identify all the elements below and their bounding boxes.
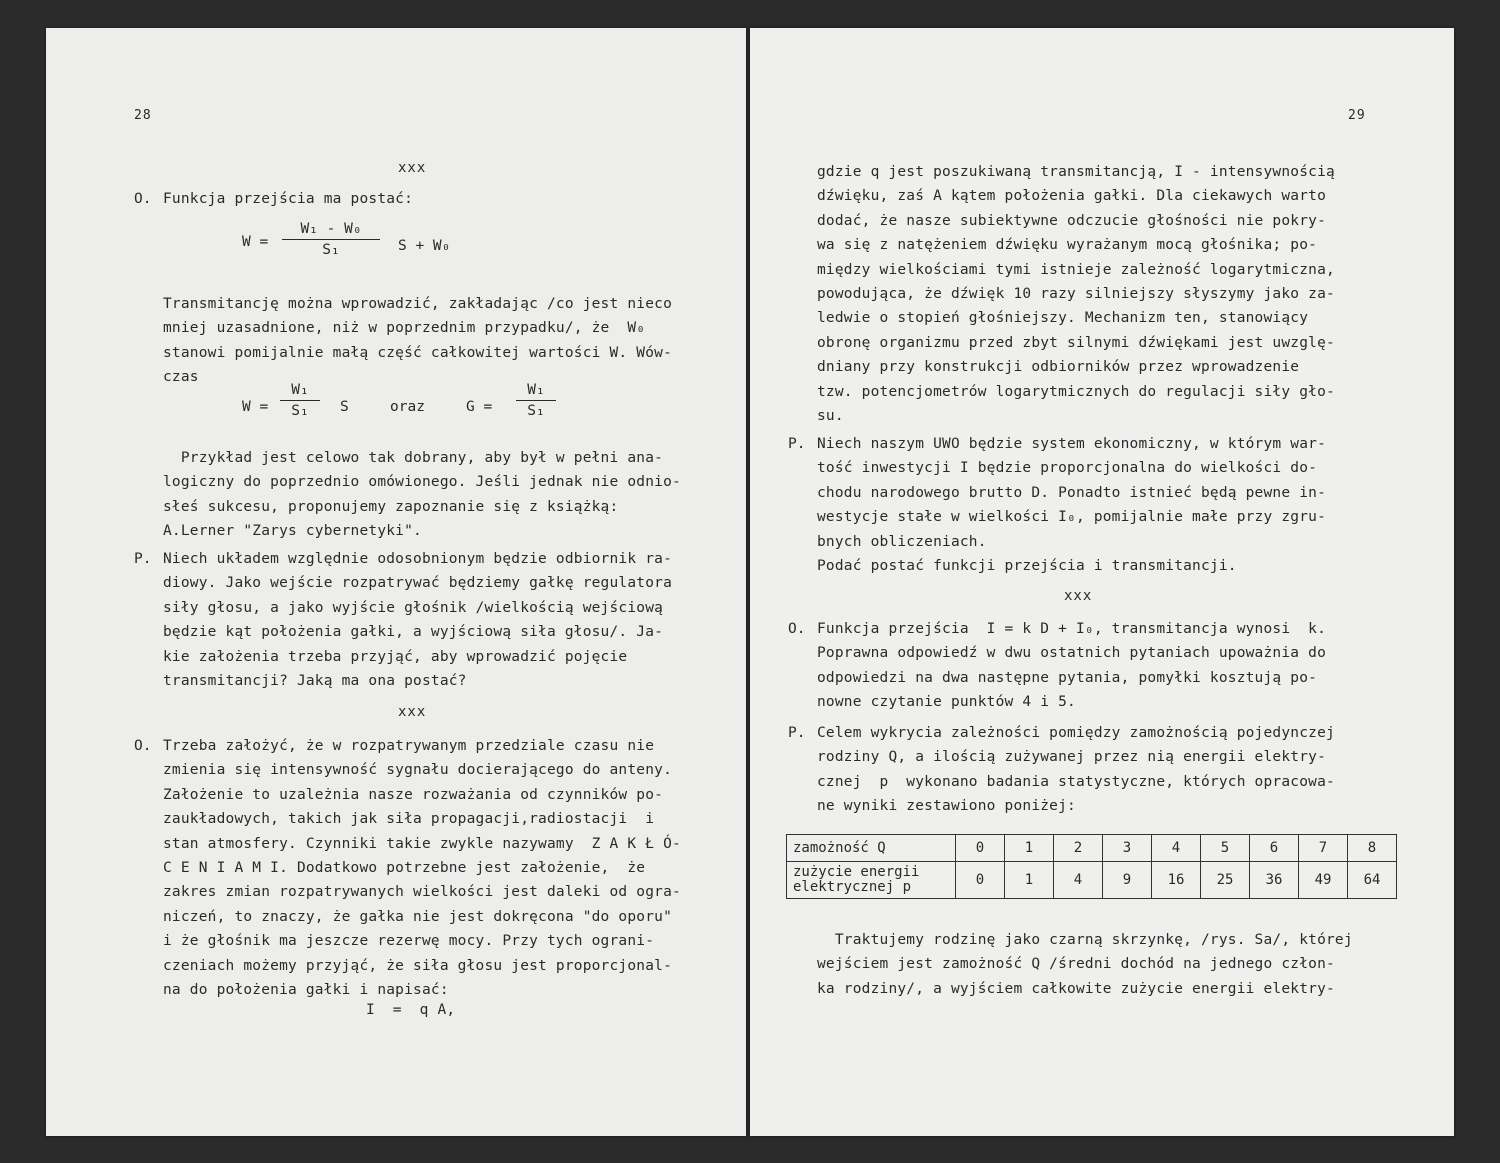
table-cell: 5: [1201, 835, 1250, 862]
formula-fraction: [282, 221, 380, 258]
right-page: [750, 28, 1454, 1136]
fraction-denominator: S₁: [527, 403, 545, 419]
formula-term: S: [340, 399, 349, 415]
formula-equation: I = q A,: [366, 1002, 456, 1018]
table-cell: 3: [1103, 835, 1152, 862]
fraction-numerator: W₁: [280, 382, 320, 401]
table-cell: 64: [1348, 862, 1397, 899]
data-table: [786, 834, 1397, 899]
paragraph: Transmitancję można wprowadzić, zakładając /co jest nieco mniej uzasadnione, niż w poprzednim przypadku/, że W₀ stanowi pomijalnie małą część całkowitej wartości W. Wów- czas: [163, 296, 672, 386]
answer-label: O.: [788, 621, 806, 637]
table-cell: 8: [1348, 835, 1397, 862]
separator: xxx: [398, 704, 427, 720]
table-cell: 4: [1152, 835, 1201, 862]
question-text: Niech układem względnie odosobnionym będzie odbiornik ra- diowy. Jako wejście rozpatrywać będziemy gałkę regulatora siły głosu, a jako wyjście głośnik /wielkością wejściową będzie kąt położenia gałki, a wyjściową siła głosu/. Ja- kie założenia trzeba przyjąć, aby wprowadzić pojęcie transmitancji? Jaką ma ona postać?: [163, 551, 672, 690]
answer-label: O.: [134, 738, 152, 754]
row-header-line: elektrycznej p: [793, 879, 912, 895]
table-cell: 0: [956, 862, 1005, 899]
table-cell: 1: [1005, 835, 1054, 862]
answer-label: O.: [134, 191, 152, 207]
table-cell: 49: [1299, 862, 1348, 899]
table-cell: 1: [1005, 862, 1054, 899]
table-cell: 0: [956, 835, 1005, 862]
table-row: [787, 862, 1397, 899]
answer-text: Funkcja przejścia I = k D + I₀, transmitancja wynosi k. Poprawna odpowiedź w dwu ostatnich pytaniach upoważnia do odpowiedzi na dwa następne pytania, pomyłki kosztują po- nowne czytanie punktów 4 i 5.: [817, 621, 1326, 711]
left-page: [46, 28, 746, 1136]
formula-lhs: G =: [466, 399, 493, 415]
page-number: 28: [134, 108, 152, 123]
answer-text: Trzeba założyć, że w rozpatrywanym przedziale czasu nie zmienia się intensywność sygnału docierającego do anteny. Założenie to uzależnia nasze rozważania od czynników po- zaukładowych, takich jak siła propagacji,radiostacji i stan atmosfery. Czynniki takie zwykle nazywamy Z A K Ł Ó- C E N I A M I. Dodatkowo potrzebne jest założenie, że zakres zmian rozpatrywanych wielkości jest daleki od ogra- niczeń, to znaczy, że gałka nie jest dokręcona "do oporu" i że głośnik ma jeszcze rezerwę mocy. Przy tych ograni- czeniach możemy przyjąć, że siła głosu jest proporcjonal- na do położenia gałki i napisać:: [163, 738, 681, 999]
separator: xxx: [1064, 588, 1093, 604]
table-cell: 2: [1054, 835, 1103, 862]
question-label: P.: [134, 551, 152, 567]
table-row-header: zamożność Q: [787, 835, 956, 862]
fraction-denominator: S₁: [322, 242, 340, 258]
paragraph: gdzie q jest poszukiwaną transmitancją, I - intensywnością dźwięku, zaś A kątem położenia gałki. Dla ciekawych warto dodać, że nasze subiektywne odczucie głośności nie pokry- wa się z natężeniem dźwięku wyrażanym mocą głośnika; po- między wielkościami tymi istnieje zależność logarytmiczna, powodująca, że dźwięk 10 razy silniejszy słyszymy jako za- ledwie o stopień głośniejszy. Mechanizm ten, stanowiący obronę organizmu przed zbyt silnymi dźwiękami jest uwzglę- dniany przy konstrukcji odbiorników przez wprowadzenie tzw. potencjometrów logarytmicznych do regulacji siły gło- su.: [817, 164, 1335, 425]
formula-fraction: [516, 382, 556, 419]
formula-lhs: W =: [242, 399, 269, 415]
question-label: P.: [788, 436, 806, 452]
answer-text: Funkcja przejścia ma postać:: [163, 191, 414, 207]
table-row: [787, 835, 1397, 862]
table-row-header: [787, 862, 956, 899]
formula-rhs: S + W₀: [398, 238, 451, 254]
paragraph: Traktujemy rodzinę jako czarną skrzynkę, /rys. Sa/, której wejściem jest zamożność Q /średni dochód na jednego człon- ka rodziny/, a wyjściem całkowite zużycie energii elektry-: [817, 932, 1353, 997]
table-cell: 7: [1299, 835, 1348, 862]
fraction-numerator: W₁: [516, 382, 556, 401]
page-number: 29: [1348, 108, 1366, 123]
table-cell: 6: [1250, 835, 1299, 862]
table-cell: 25: [1201, 862, 1250, 899]
formula-lhs: W =: [242, 234, 269, 250]
question-text: Celem wykrycia zależności pomiędzy zamożnością pojedynczej rodziny Q, a ilością zużywanej przez nią energii elektry- cznej p wykonano badania statystyczne, których opracowa- ne wyniki zestawiono poniżej:: [817, 725, 1335, 815]
question-label: P.: [788, 725, 806, 741]
row-header-line: zużycie energii: [793, 864, 920, 880]
table-cell: 36: [1250, 862, 1299, 899]
fraction-numerator: W₁ - W₀: [282, 221, 380, 240]
fraction-denominator: S₁: [291, 403, 309, 419]
formula-fraction: [280, 382, 320, 419]
formula-conjunction: oraz: [390, 399, 425, 415]
paragraph: Przykład jest celowo tak dobrany, aby był w pełni ana- logiczny do poprzednio omówionego. Jeśli jednak nie odnio- słeś sukcesu, proponujemy zapoznanie się z książką: A.Lerner "Zarys cybernetyki".: [163, 450, 681, 540]
table-cell: 9: [1103, 862, 1152, 899]
table-cell: 16: [1152, 862, 1201, 899]
separator: xxx: [398, 160, 427, 176]
question-text: Niech naszym UWO będzie system ekonomiczny, w którym war- tość inwestycji I będzie proporcjonalna do wielkości do- chodu narodowego brutto D. Ponadto istnieć będą pewne in- westycje stałe w wielkości I₀, pomijalnie małe przy zgru- bnych obliczeniach. Podać postać funkcji przejścia i transmitancji.: [817, 436, 1326, 575]
table-cell: 4: [1054, 862, 1103, 899]
